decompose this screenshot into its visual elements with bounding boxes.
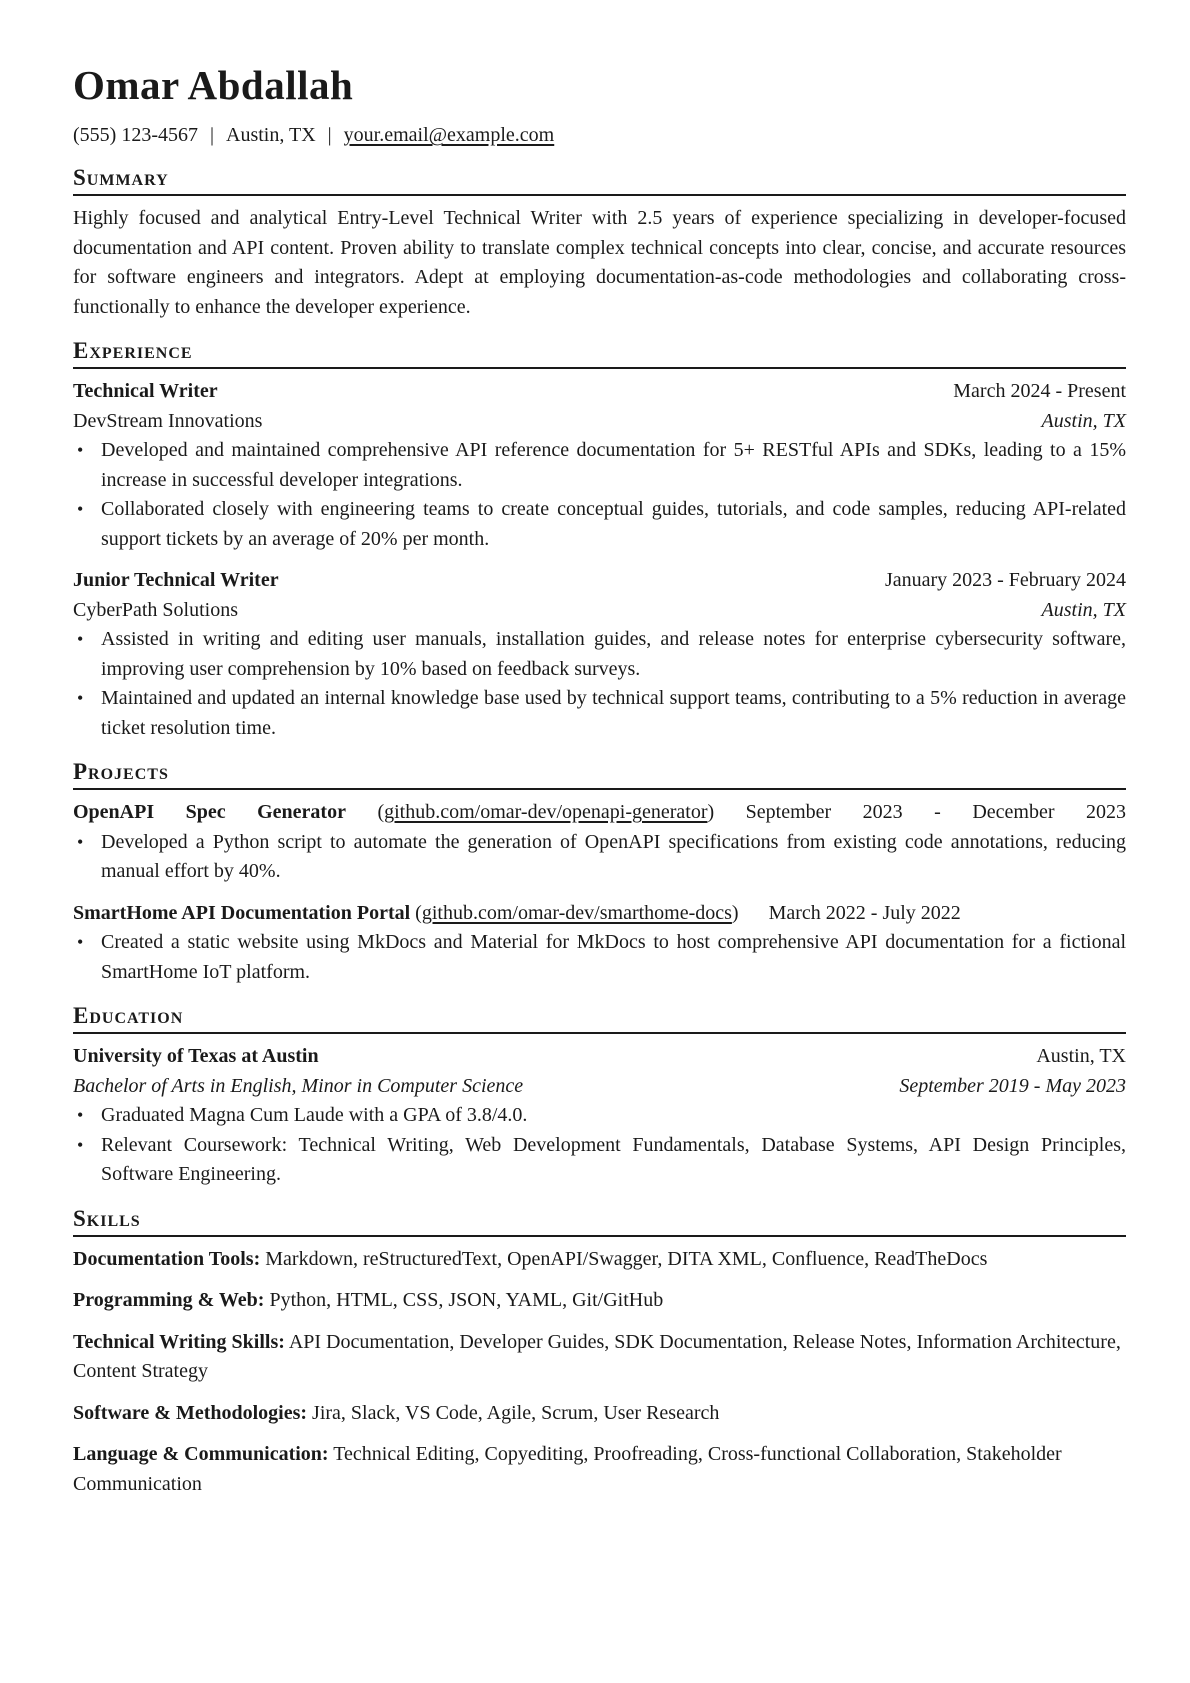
school-name: University of Texas at Austin [73, 1045, 319, 1067]
email-link[interactable]: your.email@example.com [343, 124, 555, 146]
section-title-education: Education [73, 1001, 1126, 1034]
education-entry [73, 1042, 1126, 1190]
location: Austin, TX [226, 124, 316, 146]
education-dates: September 2019 - May 2023 [899, 1074, 1126, 1097]
list-item: • Created a static website using MkDocs and Material for MkDocs to host comprehensive API documentation for a fictional SmartHome IoT platform. [101, 928, 1126, 987]
summary-section [73, 163, 1126, 322]
list-item: • Assisted in writing and editing user manuals, installation guides, and release notes for enterprise cybersecurity software, improving user comprehension by 10% based on feedback surveys. [101, 625, 1126, 684]
job-subheader [73, 596, 1126, 626]
section-title-summary: Summary [73, 163, 1126, 196]
skill-label: Software & Methodologies: [73, 1401, 308, 1424]
project-bullets [73, 828, 1126, 887]
skill-label: Documentation Tools: [73, 1247, 261, 1270]
contact-separator: | [327, 124, 332, 146]
job-dates: March 2024 - Present [953, 380, 1126, 402]
job-entry [73, 566, 1126, 743]
project-name: SmartHome API Documentation Portal [73, 901, 411, 924]
job-entry [73, 377, 1126, 554]
list-item: • Developed a Python script to automate the generation of OpenAPI specifications from existing code annotations, reducing manual effort by 40%. [101, 828, 1126, 887]
skill-row [73, 1286, 1126, 1316]
education-subheader [73, 1072, 1126, 1102]
project-dates: September 2023 - December 2023 [745, 801, 1126, 823]
skill-row [73, 1399, 1126, 1429]
skills-section [73, 1204, 1126, 1500]
project-name: OpenAPI Spec Generator [73, 801, 346, 823]
job-role: Technical Writer [73, 380, 218, 402]
job-bullets [73, 625, 1126, 743]
skill-label: Programming & Web: [73, 1289, 265, 1311]
job-dates: January 2023 - February 2024 [884, 569, 1126, 591]
list-item: • Developed and maintained comprehensive API reference documentation for 5+ RESTful APIs and SDKs, leading to a 15% increase in successful developer integrations. [101, 436, 1126, 495]
phone-number: (555) 123-4567 [73, 124, 198, 146]
skill-value: Jira, Slack, VS Code, Agile, Scrum, User Research [312, 1401, 720, 1424]
list-item: • Relevant Coursework: Technical Writing, Web Development Fundamentals, Database Systems, API Design Principles, Software Engineering. [101, 1131, 1126, 1190]
skill-row [73, 1440, 1126, 1499]
list-item: • Graduated Magna Cum Laude with a GPA of 3.8/4.0. [101, 1101, 1126, 1131]
job-company: DevStream Innovations [73, 409, 263, 432]
skill-label: Technical Writing Skills: [73, 1330, 285, 1353]
education-bullets [73, 1101, 1126, 1190]
education-section [73, 1001, 1126, 1190]
skill-row [73, 1245, 1126, 1275]
job-header [73, 377, 1126, 407]
skill-label: Language & Communication: [73, 1443, 329, 1465]
project-link[interactable]: github.com/omar-dev/openapi-generator [384, 801, 708, 823]
job-bullets [73, 436, 1126, 554]
job-company: CyberPath Solutions [73, 598, 239, 621]
projects-section [73, 757, 1126, 987]
contact-separator: | [209, 124, 214, 146]
job-header [73, 566, 1126, 596]
job-subheader [73, 407, 1126, 437]
skill-value: Technical Editing, Copyediting, Proofreading, Cross-functional Collaboration, Stakeholder Communication [73, 1443, 1062, 1495]
skill-value: Markdown, reStructuredText, OpenAPI/Swagger, DITA XML, Confluence, ReadTheDocs [265, 1247, 988, 1270]
job-location: Austin, TX [1041, 409, 1126, 432]
section-title-skills: Skills [73, 1204, 1126, 1237]
project-entry [73, 899, 1126, 988]
experience-section [73, 336, 1126, 743]
project-dates: March 2022 - July 2022 [768, 901, 961, 924]
skill-value: Python, HTML, CSS, JSON, YAML, Git/GitHub [269, 1289, 664, 1311]
list-item: • Maintained and updated an internal knowledge base used by technical support teams, contributing to a 5% reduction in average ticket resolution time. [101, 684, 1126, 743]
degree: Bachelor of Arts in English, Minor in Computer Science [73, 1074, 524, 1097]
project-header: OpenAPI Spec Generator (github.com/omar-dev/openapi-generator) September 2023 - December 2023 [73, 801, 1126, 823]
skill-row [73, 1328, 1126, 1387]
project-link[interactable]: github.com/omar-dev/smarthome-docs [421, 901, 732, 924]
skill-value: API Documentation, Developer Guides, SDK Documentation, Release Notes, Information Architecture, Content Strategy [73, 1330, 1121, 1382]
list-item: • Collaborated closely with engineering teams to create conceptual guides, tutorials, and code samples, reducing API-related support tickets by an average of 20% per month. [101, 495, 1126, 554]
education-header [73, 1042, 1126, 1072]
section-title-experience: Experience [73, 336, 1126, 369]
section-title-projects: Projects [73, 757, 1126, 790]
school-location: Austin, TX [1036, 1045, 1126, 1067]
candidate-name: Omar Abdallah [73, 62, 354, 108]
job-location: Austin, TX [1041, 598, 1126, 621]
project-entry [73, 798, 1126, 887]
contact-line [73, 121, 1126, 149]
project-header: SmartHome API Documentation Portal (github.com/omar-dev/smarthome-docs) March 2022 - July 2022 [73, 901, 961, 924]
project-bullets [73, 928, 1126, 987]
job-role: Junior Technical Writer [73, 569, 279, 591]
summary-text: Highly focused and analytical Entry-Level Technical Writer with 2.5 years of experience specializing in developer-focused documentation and API content. Proven ability to translate complex technical concepts into clear, concise, and accurate resources for software engineers and integrators. Adept at employing documentation-as-code methodologies and collaborating cross-functionally to enhance the developer experience. [73, 207, 1126, 318]
resume-page [73, 60, 1126, 1511]
